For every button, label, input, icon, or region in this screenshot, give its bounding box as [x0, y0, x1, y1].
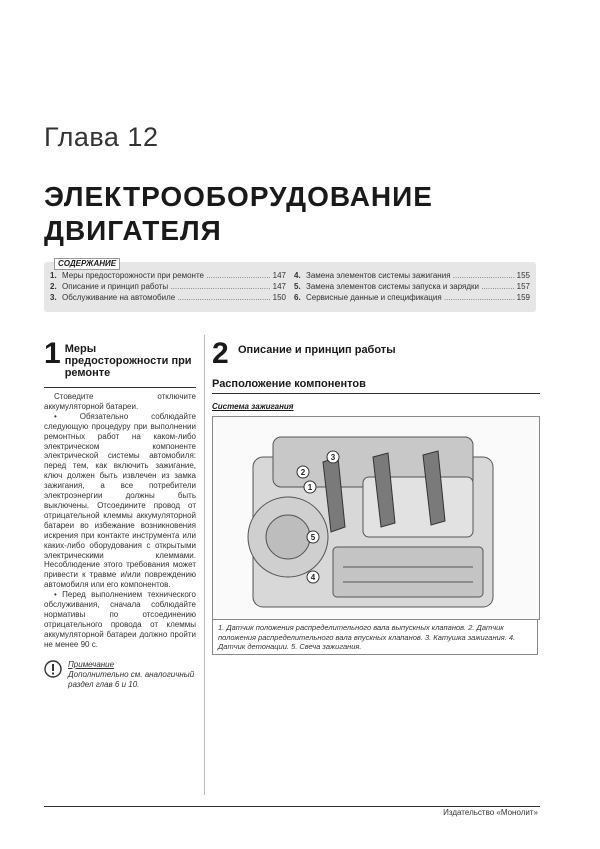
toc-item-text: Меры предосторожности при ремонте .....	[62, 270, 271, 281]
note-block	[44, 660, 196, 690]
callout-label: 2	[300, 468, 306, 477]
toc-column-left	[50, 270, 286, 303]
section-title: Меры предосторожности при ремонте	[64, 343, 192, 379]
footer-divider	[44, 806, 540, 807]
paragraph: • Обязательно соблюдайте следующую процедуру при выполнении ремонтных работ на каком-либо электрическом компоненте электрической системы автомобиля: перед тем, как включить зажигание, ключ должен быть извлечен из замка зажигания, а все потребители электроэнергии должны быть выключены. Отсоедините провод от отрицательной клеммы аккумуляторной батареи во избежание возникновения искрения при контакте инструмента или каких-либо оборудования с открытыми электрическими клеммами. Несоблюдение этого требования может привести к травме и/или повреждению автомобиля или его компонентов.	[44, 411, 196, 590]
chapter-label: Глава 12	[44, 122, 159, 152]
chapter-title-line-2: ДВИГАТЕЛЯ	[44, 215, 222, 246]
toc-item[interactable]	[50, 270, 286, 281]
publisher-footer: Издательство «Монолит»	[443, 808, 538, 817]
toc-item-text: Обслуживание на автомобиле .....	[62, 292, 271, 303]
toc-item-number: 3.	[50, 293, 57, 302]
toc-item[interactable]	[294, 281, 530, 292]
note-body: Дополнительно см. аналогичный раздел глав 6 и 10.	[68, 669, 195, 689]
engine-illustration	[212, 416, 540, 620]
section-2	[212, 337, 540, 370]
toc-label: СОДЕРЖАНИЕ	[54, 258, 120, 270]
chapter-title-line-1: ЭЛЕКТРООБОРУДОВАНИЕ	[44, 181, 433, 212]
note-text	[68, 660, 196, 690]
engine-drawing	[213, 417, 539, 619]
paragraph: Стоведите отключите аккумуляторной батареи.	[44, 392, 196, 411]
table-of-contents	[44, 259, 536, 312]
toc-item-number: 6.	[294, 293, 301, 302]
toc-item[interactable]	[294, 292, 530, 303]
toc-item-number: 1.	[50, 271, 57, 280]
chapter-title	[44, 180, 564, 248]
toc-item-text: Замена элементов системы запуска и зарядки .....	[306, 281, 515, 292]
figure-caption: 1. Датчик положения распределительного вала выпускных клапанов. 2. Датчик положения распределительного вала впускных клапанов. 3. Катушка зажигания. 4. Датчик детонации. 5. Свеча зажигания.	[212, 619, 538, 655]
subsection-heading: Расположение компонентов	[212, 378, 540, 394]
section-1-body	[44, 392, 196, 650]
callout-label: 4	[310, 573, 316, 582]
toc-item-text: Описание и принцип работы .....	[62, 281, 271, 292]
toc-item-page: 147	[272, 282, 286, 291]
note-heading: Примечание	[68, 659, 115, 669]
toc-item-page: 157	[516, 282, 530, 291]
toc-item-page: 147	[272, 271, 286, 280]
toc-item[interactable]	[294, 270, 530, 281]
section-1	[44, 337, 196, 690]
toc-item-page: 150	[272, 293, 286, 302]
toc-item-number: 5.	[294, 282, 301, 291]
figure-title: Система зажигания	[212, 402, 294, 411]
toc-item-number: 4.	[294, 271, 301, 280]
callout-label: 3	[330, 453, 336, 462]
toc-item-number: 2.	[50, 282, 57, 291]
toc-item-text: Замена элементов системы зажигания .....	[306, 270, 515, 281]
section-title: Описание и принцип работы	[238, 344, 396, 356]
section-2-header	[212, 337, 540, 370]
section-number: 2	[212, 337, 229, 370]
column-divider	[204, 335, 205, 795]
section-number: 1	[44, 337, 61, 370]
toc-item-page: 159	[516, 293, 530, 302]
toc-item-page: 155	[516, 271, 530, 280]
paragraph: • Перед выполнением технического обслуживания, сначала соблюдайте нормативы по отсоединению отрицательного провода от клеммы аккумуляторной батареи должно пройти не менее 90 с.	[44, 590, 196, 649]
section-divider	[44, 387, 196, 388]
toc-item[interactable]	[50, 281, 286, 292]
callout-label: 5	[310, 533, 316, 542]
toc-item[interactable]	[50, 292, 286, 303]
warning-icon	[44, 660, 62, 678]
section-1-header	[44, 337, 196, 379]
toc-column-right	[294, 270, 530, 303]
callout-label: 1	[307, 483, 313, 492]
toc-item-text: Сервисные данные и спецификация .....	[306, 292, 515, 303]
